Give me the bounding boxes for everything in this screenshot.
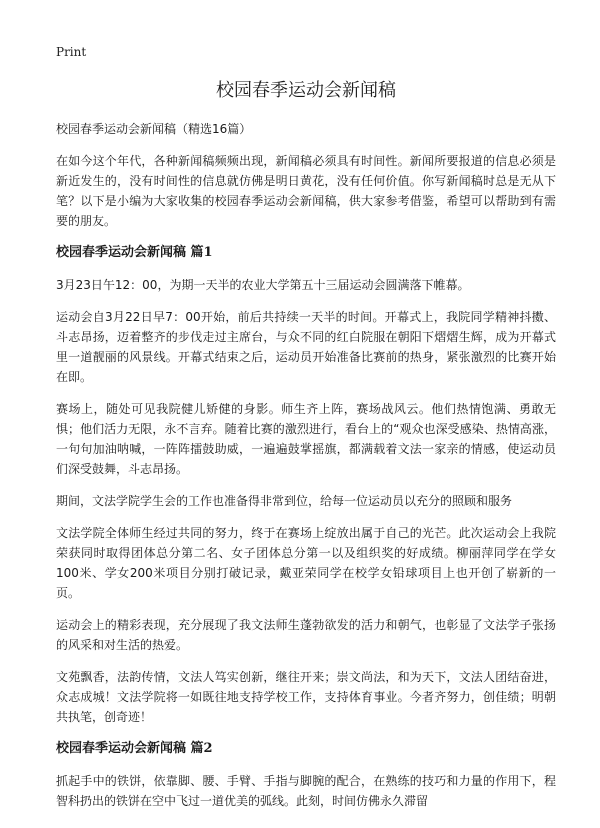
section-1: [56, 243, 556, 727]
paragraph: 运动会自3月22日早7：00开始，前后共持续一天半的时间。开幕式上，我院同学精神抖擞、斗志昂扬，迈着整齐的步伐走过主席台，与众不同的红白院服在朝阳下熠熠生辉，成为开幕式里一道靓丽的风景线。开幕式结束之后，运动员开始准备比赛前的热身，紧张激烈的比赛开始在即。: [56, 310, 556, 384]
page-title: 校园春季运动会新闻稿: [216, 80, 396, 101]
paragraph: 运动会上的精彩表现，充分展现了我文法师生蓬勃欲发的活力和朝气，也彰显了文法学子张扬的风采和对生活的热爱。: [56, 618, 556, 652]
section-heading: 校园春季运动会新闻稿 篇2: [56, 741, 213, 756]
paragraph: 3月23日午12：00，为期一天半的农业大学第五十三届运动会圆满落下帷幕。: [56, 278, 470, 292]
paragraph: 赛场上，随处可见我院健儿矫健的身影。师生齐上阵，赛场战风云。他们热情饱满、勇敢无惧；他们活力无限，永不言弃。随着比赛的激烈进行，看台上的“观众也深受感染、热情高涨，一句句加油呐喊，一阵阵擂鼓助威，一遍遍鼓掌摇旗，都满载着文法一家亲的情感，使运动员们深受鼓舞，斗志昂扬。: [56, 402, 556, 476]
print-link[interactable]: Print: [56, 45, 87, 59]
document-page: [56, 0, 556, 828]
article-subtitle: 校园春季运动会新闻稿（精选16篇）: [56, 122, 252, 136]
paragraph: 文苑飘香，法韵传情，文法人笃实创新，继往开来；崇文尚法，和为天下，文法人团结奋进，众志成城！文法学院将一如既往地支持学校工作，支持体育事业。今者齐努力，创佳绩；明朝共执笔，创奇迹！: [56, 670, 556, 724]
intro-paragraph: 在如今这个年代，各种新闻稿频频出现，新闻稿必须具有时间性。新闻所要报道的信息必须是新近发生的，没有时间性的信息就仿佛是明日黄花，没有任何价值。你写新闻稿时总是无从下笔？以下是小编为大家收集的校园春季运动会新闻稿，供大家参考借鉴，希望可以帮助到有需要的朋友。: [56, 154, 556, 228]
paragraph: 文法学院全体师生经过共同的努力，终于在赛场上绽放出属于自己的光芒。此次运动会上我院荣获同时取得团体总分第二名、女子团体总分第一以及组织奖的好成绩。柳丽萍同学在学女100米、学女200米项目分别打破记录，戴亚荣同学在校学女铅球项目上也开创了崭新的一页。: [56, 526, 556, 600]
article-body: [56, 119, 556, 823]
section-heading: 校园春季运动会新闻稿 篇1: [56, 245, 213, 260]
paragraph: 期间，文法学院学生会的工作也准备得非常到位，给每一位运动员以充分的照顾和服务: [56, 494, 513, 508]
section-2: [56, 739, 556, 811]
paragraph: 抓起手中的铁饼，依靠脚、腰、手臂、手指与脚腕的配合，在熟练的技巧和力量的作用下，程智科扔出的铁饼在空中飞过一道优美的弧线。此刻，时间仿佛永久滞留: [56, 774, 556, 808]
